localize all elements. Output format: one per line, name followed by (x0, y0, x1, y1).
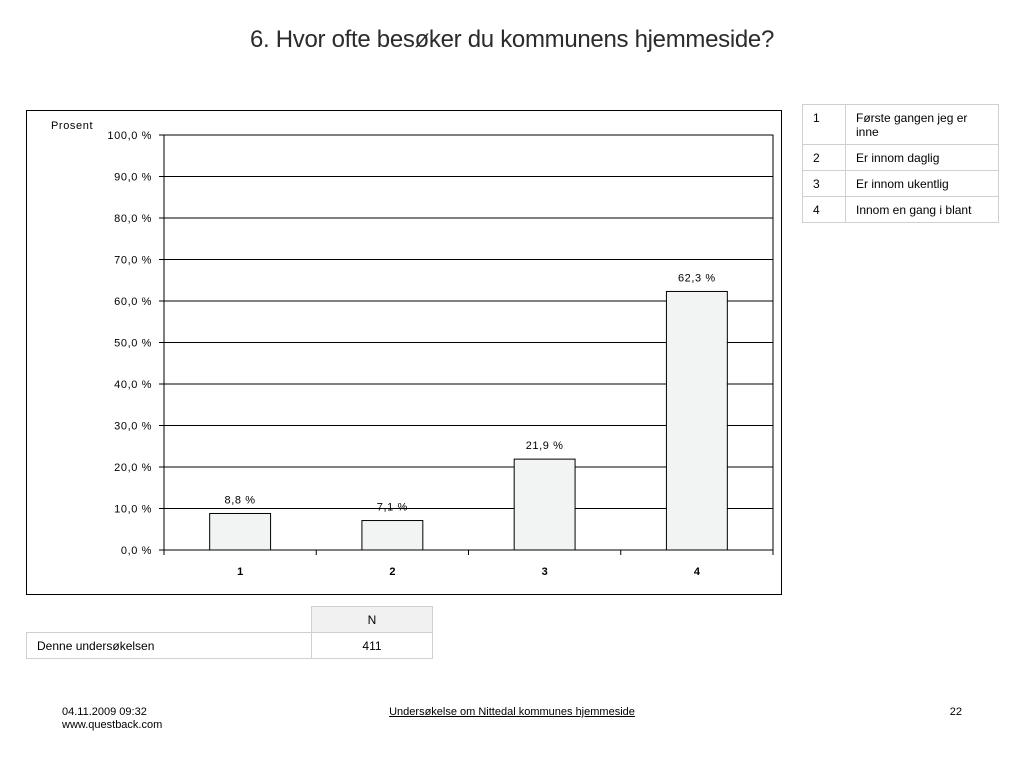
data-label: 21,9 % (525, 440, 564, 453)
y-tick-label: 60,0 % (114, 296, 152, 308)
legend-number: 1 (803, 105, 846, 145)
bar (666, 291, 727, 550)
bar (514, 459, 575, 550)
legend-text: Er innom ukentlig (846, 171, 999, 197)
y-tick-label: 90,0 % (114, 171, 152, 184)
y-tick-label: 100,0 % (107, 130, 152, 142)
chart-svg (27, 111, 783, 596)
legend-number: 4 (803, 197, 846, 223)
y-tick-label: 10,0 % (114, 503, 152, 516)
bar (210, 513, 271, 550)
data-label: 62,3 % (677, 272, 716, 285)
table-header-row (27, 607, 433, 633)
n-header: N (312, 607, 433, 633)
y-tick-label: 30,0 % (114, 420, 152, 433)
legend-table (802, 104, 999, 223)
footer-survey-title: Undersøkelse om Nittedal kommunes hjemmeside (389, 706, 635, 718)
legend-row (803, 171, 999, 197)
empty-corner-cell (27, 607, 312, 633)
y-tick-label: 20,0 % (114, 462, 152, 474)
legend-text: Innom en gang i blant (846, 197, 999, 223)
footer-site: www.questback.com (62, 719, 163, 731)
legend-row (803, 105, 999, 145)
respondent-count-table (26, 606, 433, 659)
y-tick-label: 80,0 % (114, 213, 152, 225)
n-value: 411 (312, 633, 433, 659)
legend-number: 2 (803, 145, 846, 171)
legend-text: Første gangen jeg er inne (846, 105, 999, 145)
bar (362, 521, 423, 550)
page-number: 22 (949, 706, 962, 718)
legend-number: 3 (803, 171, 846, 197)
y-tick-label: 70,0 % (114, 254, 152, 267)
footer-datetime: 04.11.2009 09:32 (62, 706, 147, 718)
legend-row (803, 145, 999, 171)
y-tick-label: 50,0 % (114, 337, 152, 350)
x-tick-label: 1 (237, 566, 244, 578)
bar-chart (26, 110, 782, 595)
y-tick-label: 40,0 % (114, 379, 152, 391)
data-label: 7,1 % (376, 501, 408, 514)
x-tick-label: 3 (541, 566, 548, 578)
legend-row (803, 197, 999, 223)
row-label: Denne undersøkelsen (27, 633, 312, 659)
page-title: 6. Hvor ofte besøker du kommunens hjemmeside? (249, 26, 775, 53)
x-tick-label: 4 (693, 566, 700, 578)
data-label: 8,8 % (224, 494, 256, 507)
x-tick-label: 2 (389, 566, 396, 578)
y-tick-label: 0,0 % (120, 545, 152, 557)
y-axis-title: Prosent (51, 120, 94, 132)
legend-text: Er innom daglig (846, 145, 999, 171)
table-row (27, 633, 433, 659)
